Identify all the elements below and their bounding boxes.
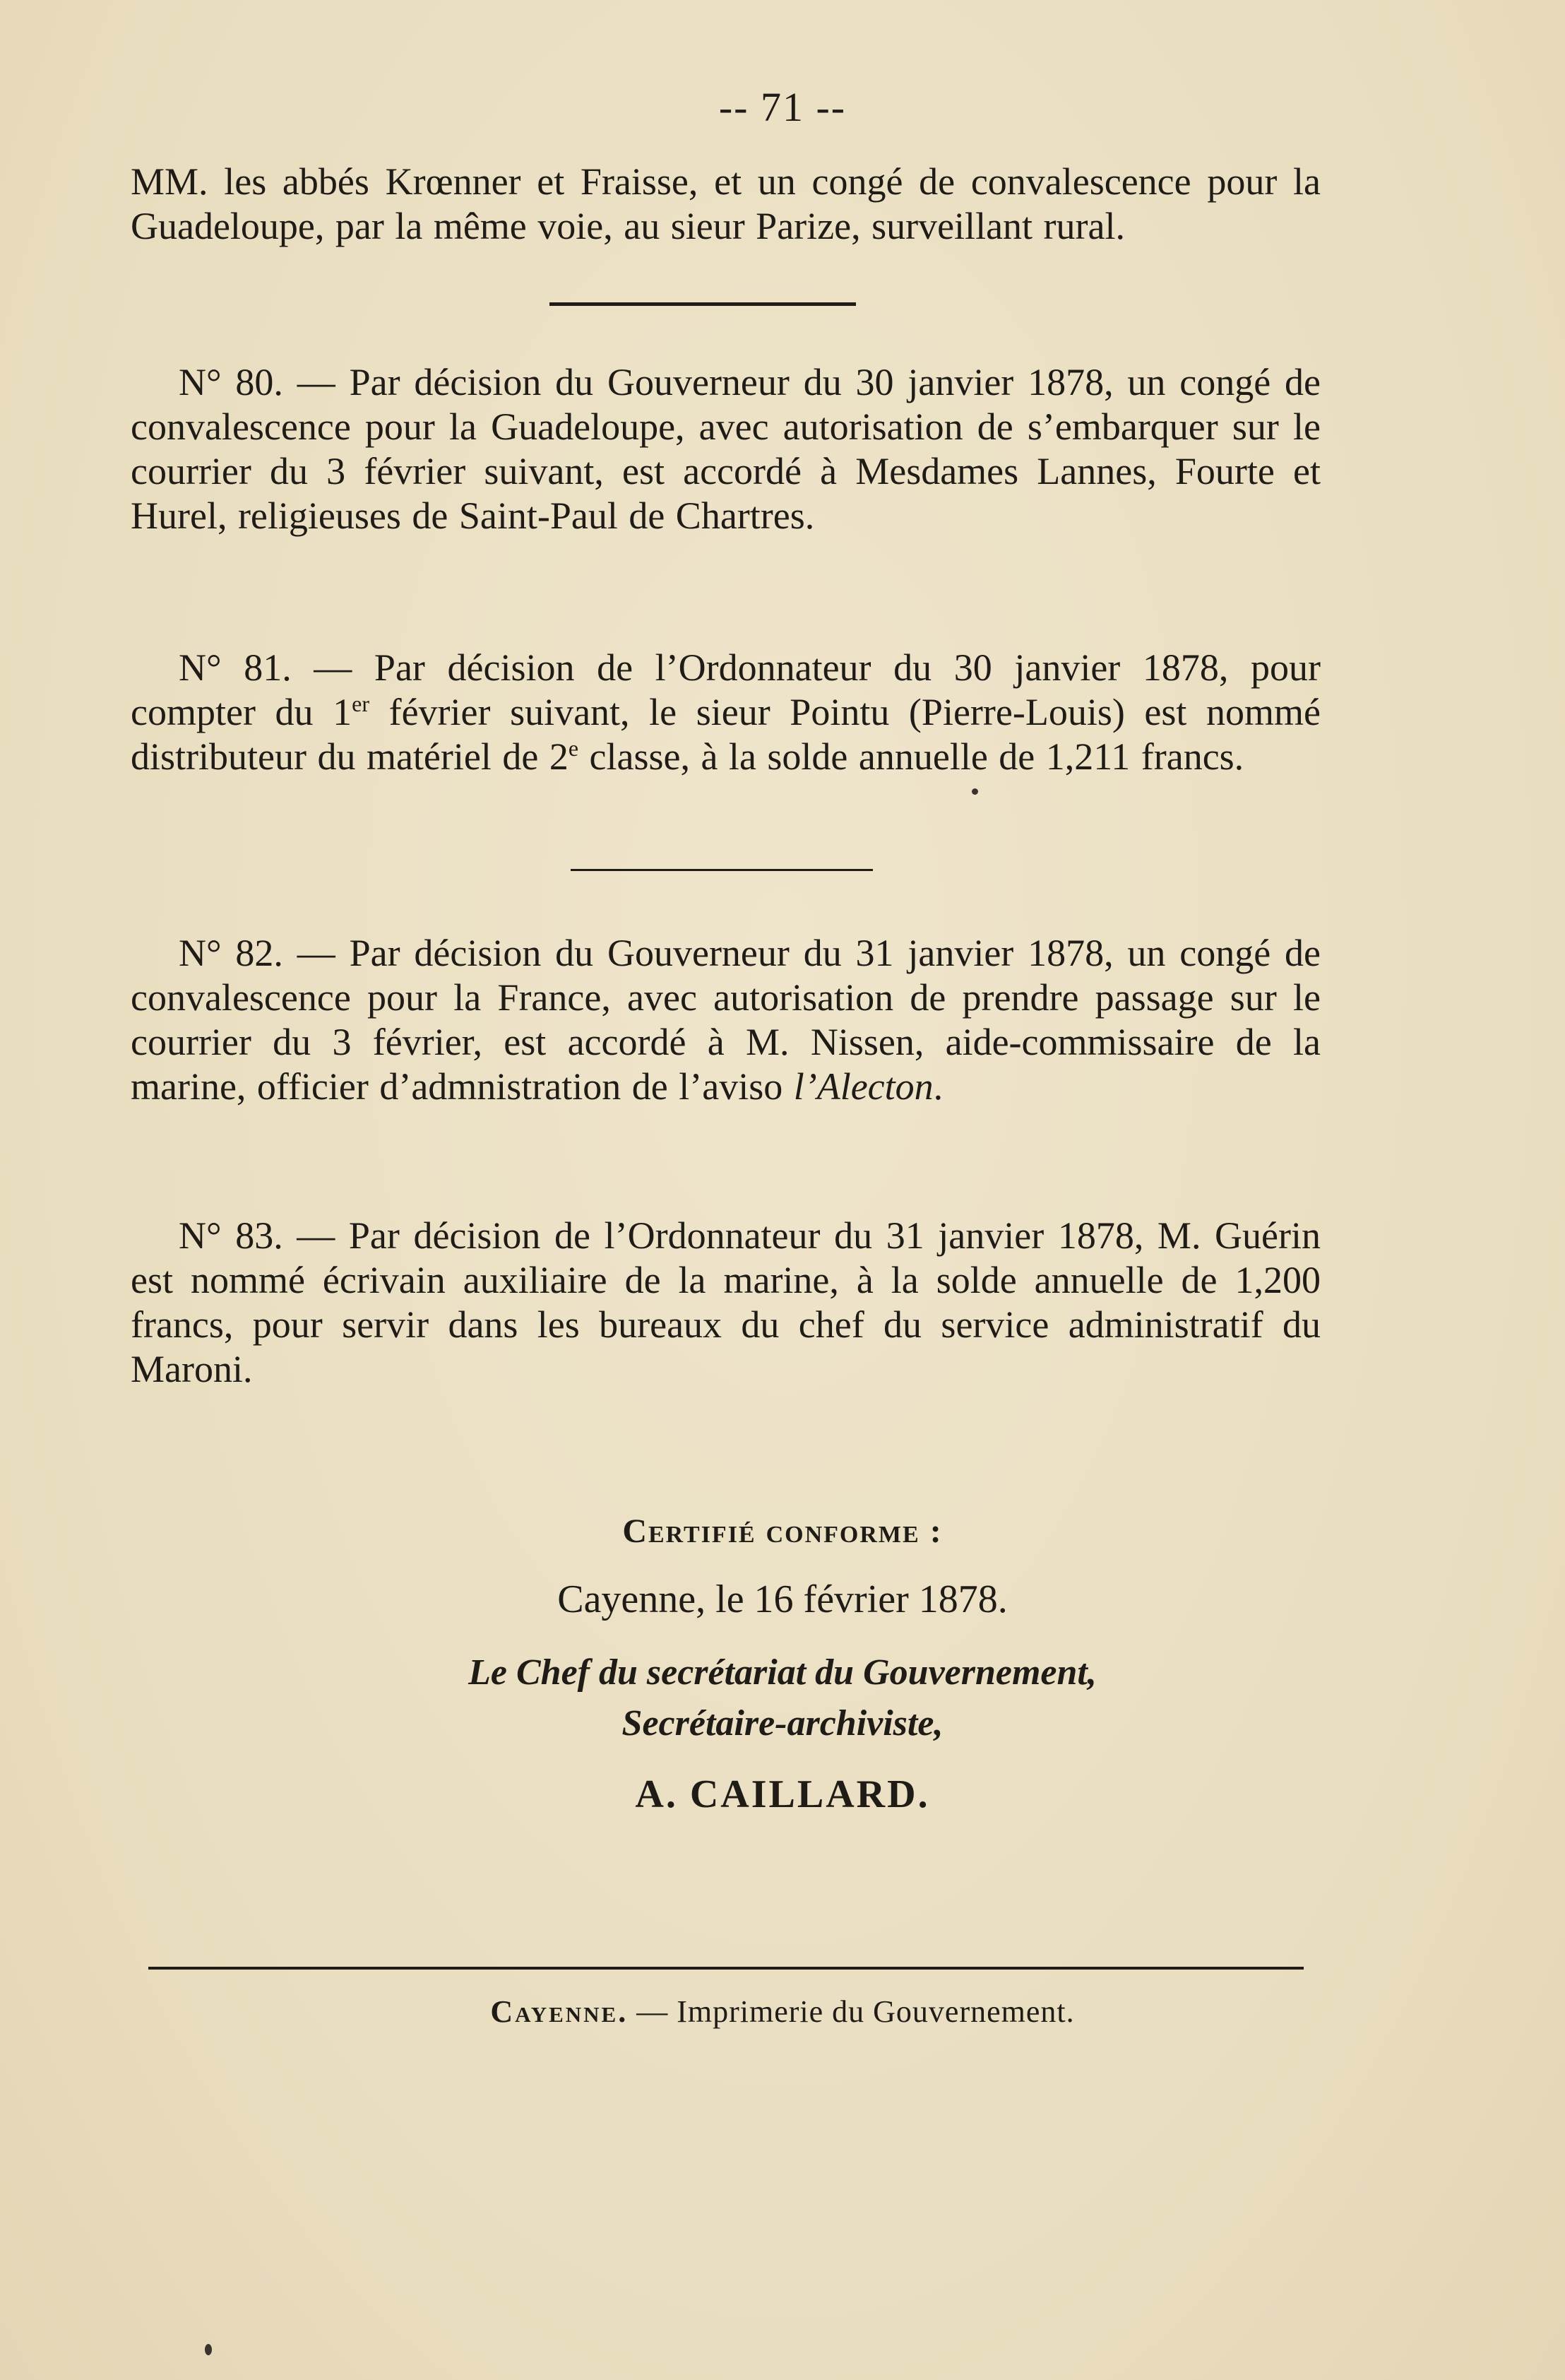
signatory-title: Le Chef du secrétariat du Gouvernement, [468, 1652, 1097, 1693]
decision-82 [131, 931, 1321, 1109]
place-date: Cayenne, le 16 février 1878. [557, 1577, 1008, 1621]
decision-81 [131, 646, 1321, 779]
intro-paragraph [131, 160, 1321, 249]
decision-82-text-part-1: N° 82. — Par décision du Gouverneur du 31 janvier 1878, un congé de convalescence pour la France, avec autorisation de prendre passage sur le courrier du 3 février, est accordé à M. Nissen, aide-commissaire de la marine, officier d’admnistration de l’aviso [131, 932, 1321, 1108]
decision-83-text: N° 83. — Par décision de l’Ordonnateur du 31 janvier 1878, M. Guérin est nommé écrivain auxiliaire de la marine, à la solde annuelle de 1,200 francs, pour servir dans les bureaux du chef du service administratif du Maroni. [131, 1214, 1321, 1390]
decision-82-text [131, 931, 1321, 1109]
intro-text: MM. les abbés Krœnner et Fraisse, et un congé de convalescence pour la Guadeloupe, par la même voie, au sieur Parize, surveillant rural. [131, 160, 1321, 247]
page-number: -- 71 -- [718, 84, 847, 130]
signatory-name: A. CAILLARD. [635, 1772, 930, 1816]
signatory-subtitle: Secrétaire-archiviste, [621, 1703, 944, 1743]
ship-name: l’Alecton [793, 1065, 934, 1108]
section-divider [571, 869, 873, 871]
ink-speck [972, 788, 978, 795]
imprint-printer: — Imprimerie du Gouvernement. [628, 1994, 1075, 2029]
decision-81-text-part-1: N° 81. — Par décision de l’Ordonnateur du 30 janvier 1878, pour compter du 1 [131, 646, 1321, 733]
ordinal-superscript: er [352, 691, 369, 716]
decision-81-text-part-3: classe, à la solde annuelle de 1,211 francs. [578, 735, 1244, 778]
decision-80 [131, 360, 1321, 538]
printer-imprint [0, 1994, 1565, 2030]
decision-80-text: N° 80. — Par décision du Gouverneur du 30 janvier 1878, un congé de convalescence pour la Guadeloupe, avec autorisation de s’embarquer sur le courrier du 3 février suivant, est accordé à Mesdames Lannes, Fourte et Hurel, religieuses de Saint-Paul de Chartres. [131, 361, 1321, 537]
imprint-city: Cayenne. [490, 1994, 629, 2029]
ink-speck [205, 2344, 212, 2355]
section-divider [549, 302, 856, 306]
certified-heading: Certifié conforme : [622, 1512, 943, 1550]
ordinal-superscript: e [568, 735, 579, 761]
footer-divider [148, 1967, 1304, 1970]
decision-81-text-part-2: février suivant, le sieur Pointu (Pierre-Louis) est nommé distributeur du matériel de 2 [131, 691, 1321, 778]
decision-83 [131, 1214, 1321, 1392]
decision-82-text-part-2: . [933, 1065, 944, 1108]
decision-81-text [131, 646, 1321, 779]
